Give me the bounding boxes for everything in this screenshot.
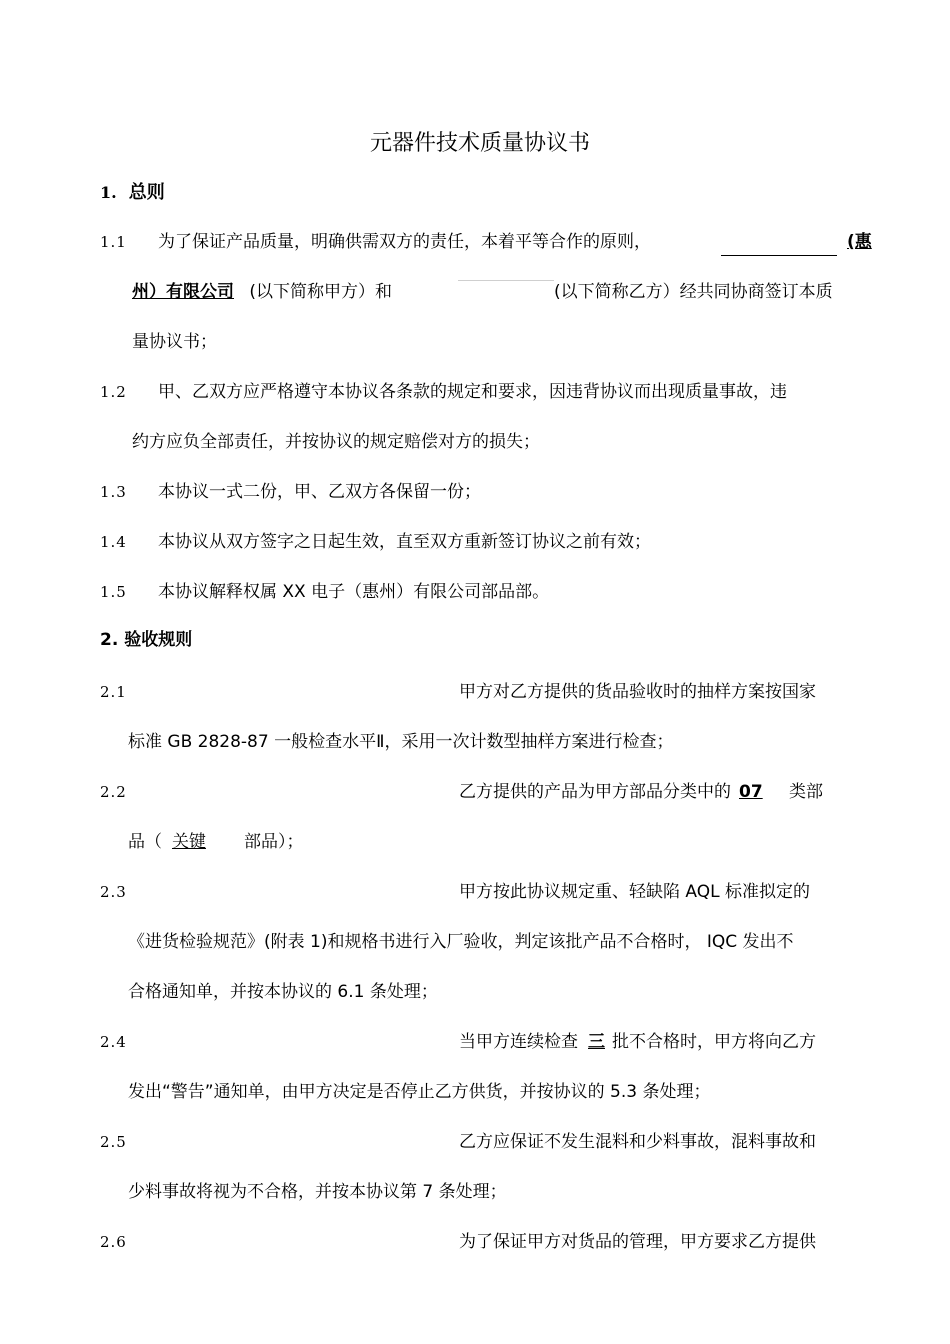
clause-2-2-line-1: [459, 779, 823, 805]
fail-count-value: 三: [588, 1032, 605, 1052]
clause-2-1-number: 2.1: [100, 683, 127, 701]
clause-2-5-number: 2.5: [100, 1133, 127, 1151]
party-a-name-rest: 州）有限公司: [132, 282, 234, 302]
clause-2-2-text-pre: 乙方提供的产品为甲方部品分类中的: [459, 782, 731, 802]
clause-2-3-line-3: 合格通知单，并按本协议的 6.1 条处理；: [128, 982, 438, 1002]
clause-2-4-text-post: 批不合格时，甲方将向乙方: [612, 1032, 816, 1052]
clause-2-2-number: 2.2: [100, 783, 127, 801]
part-class-value: 07: [739, 782, 763, 802]
party-a-name-blank: [721, 229, 837, 256]
clause-2-4-text-pre: 当甲方连续检查: [459, 1032, 578, 1052]
clause-2-3-line-2: 《进货检验规范》(附表 1)和规格书进行入厂验收，判定该批产品不合格时， IQC 发出不: [128, 932, 794, 952]
clause-2-1-line-2: 标准 GB 2828-87 一般检查水平Ⅱ，采用一次计数型抽样方案进行检查；: [128, 732, 674, 752]
clause-2-4-line-2: 发出“警告”通知单，由甲方决定是否停止乙方供货，并按协议的 5.3 条处理；: [128, 1082, 711, 1102]
clause-1-1-number: 1.1: [100, 233, 127, 251]
clause-1-2-line-1: 甲、乙双方应严格遵守本协议各条款的规定和要求，因违背协议而出现质量事故，违: [158, 382, 787, 402]
clause-2-2-line-2: [128, 829, 304, 855]
clause-1-1-line-3: 量协议书；: [132, 332, 217, 352]
clause-2-4-line-1: [459, 1029, 816, 1055]
clause-2-1-line-1: 甲方对乙方提供的货品验收时的抽样方案按国家: [459, 682, 816, 702]
clause-2-3-number: 2.3: [100, 883, 127, 901]
clause-2-5-line-1: 乙方应保证不发生混料和少料事故，混料事故和: [459, 1132, 816, 1152]
clause-1-1-text: 为了保证产品质量，明确供需双方的责任，本着平等合作的原则，: [158, 232, 651, 252]
party-b-name-blank: [458, 280, 554, 281]
section-2-heading: 2. 验收规则: [100, 630, 193, 650]
clause-1-4-text: 本协议从双方签字之日起生效，直至双方重新签订协议之前有效；: [158, 532, 651, 552]
clause-1-1-line-1: [158, 229, 651, 255]
clause-1-3-text: 本协议一式二份，甲、乙双方各保留一份；: [158, 482, 481, 502]
part-grade-value: 关键: [172, 832, 206, 852]
clause-1-2-line-2: 约方应负全部责任，并按协议的规定赔偿对方的损失；: [132, 432, 540, 452]
clause-2-5-line-2: 少料事故将视为不合格，并按本协议第 7 条处理；: [128, 1182, 507, 1202]
section-1-title: 总则: [128, 182, 165, 203]
clause-2-3-line-1: 甲方按此协议规定重、轻缺陷 AQL 标准拟定的: [459, 882, 810, 902]
clause-2-6-number: 2.6: [100, 1233, 127, 1251]
clause-2-2-text-post: 类部: [789, 782, 823, 802]
party-b-abbrev-text: (以下简称乙方）经共同协商签订本质: [554, 282, 833, 302]
clause-1-3-number: 1.3: [100, 483, 127, 501]
section-1-number: 1.: [100, 183, 117, 202]
party-a-abbrev-text: (以下简称甲方）和: [249, 282, 393, 302]
clause-2-6-line-1: 为了保证甲方对货品的管理，甲方要求乙方提供: [459, 1232, 816, 1252]
clause-2-2-line-2-pre: 品（: [128, 832, 162, 852]
clause-2-4-number: 2.4: [100, 1033, 127, 1051]
clause-1-2-number: 1.2: [100, 383, 127, 401]
party-a-name-end: (惠: [847, 232, 872, 252]
clause-1-5-text: 本协议解释权属 XX 电子（惠州）有限公司部品部。: [158, 582, 550, 602]
clause-1-5-number: 1.5: [100, 583, 127, 601]
clause-1-4-number: 1.4: [100, 533, 127, 551]
document-title: 元器件技术质量协议书: [369, 131, 590, 156]
clause-2-2-line-2-post: 部品）；: [244, 832, 304, 852]
clause-1-1-line-2: [132, 279, 392, 305]
section-1-heading: [100, 180, 165, 206]
